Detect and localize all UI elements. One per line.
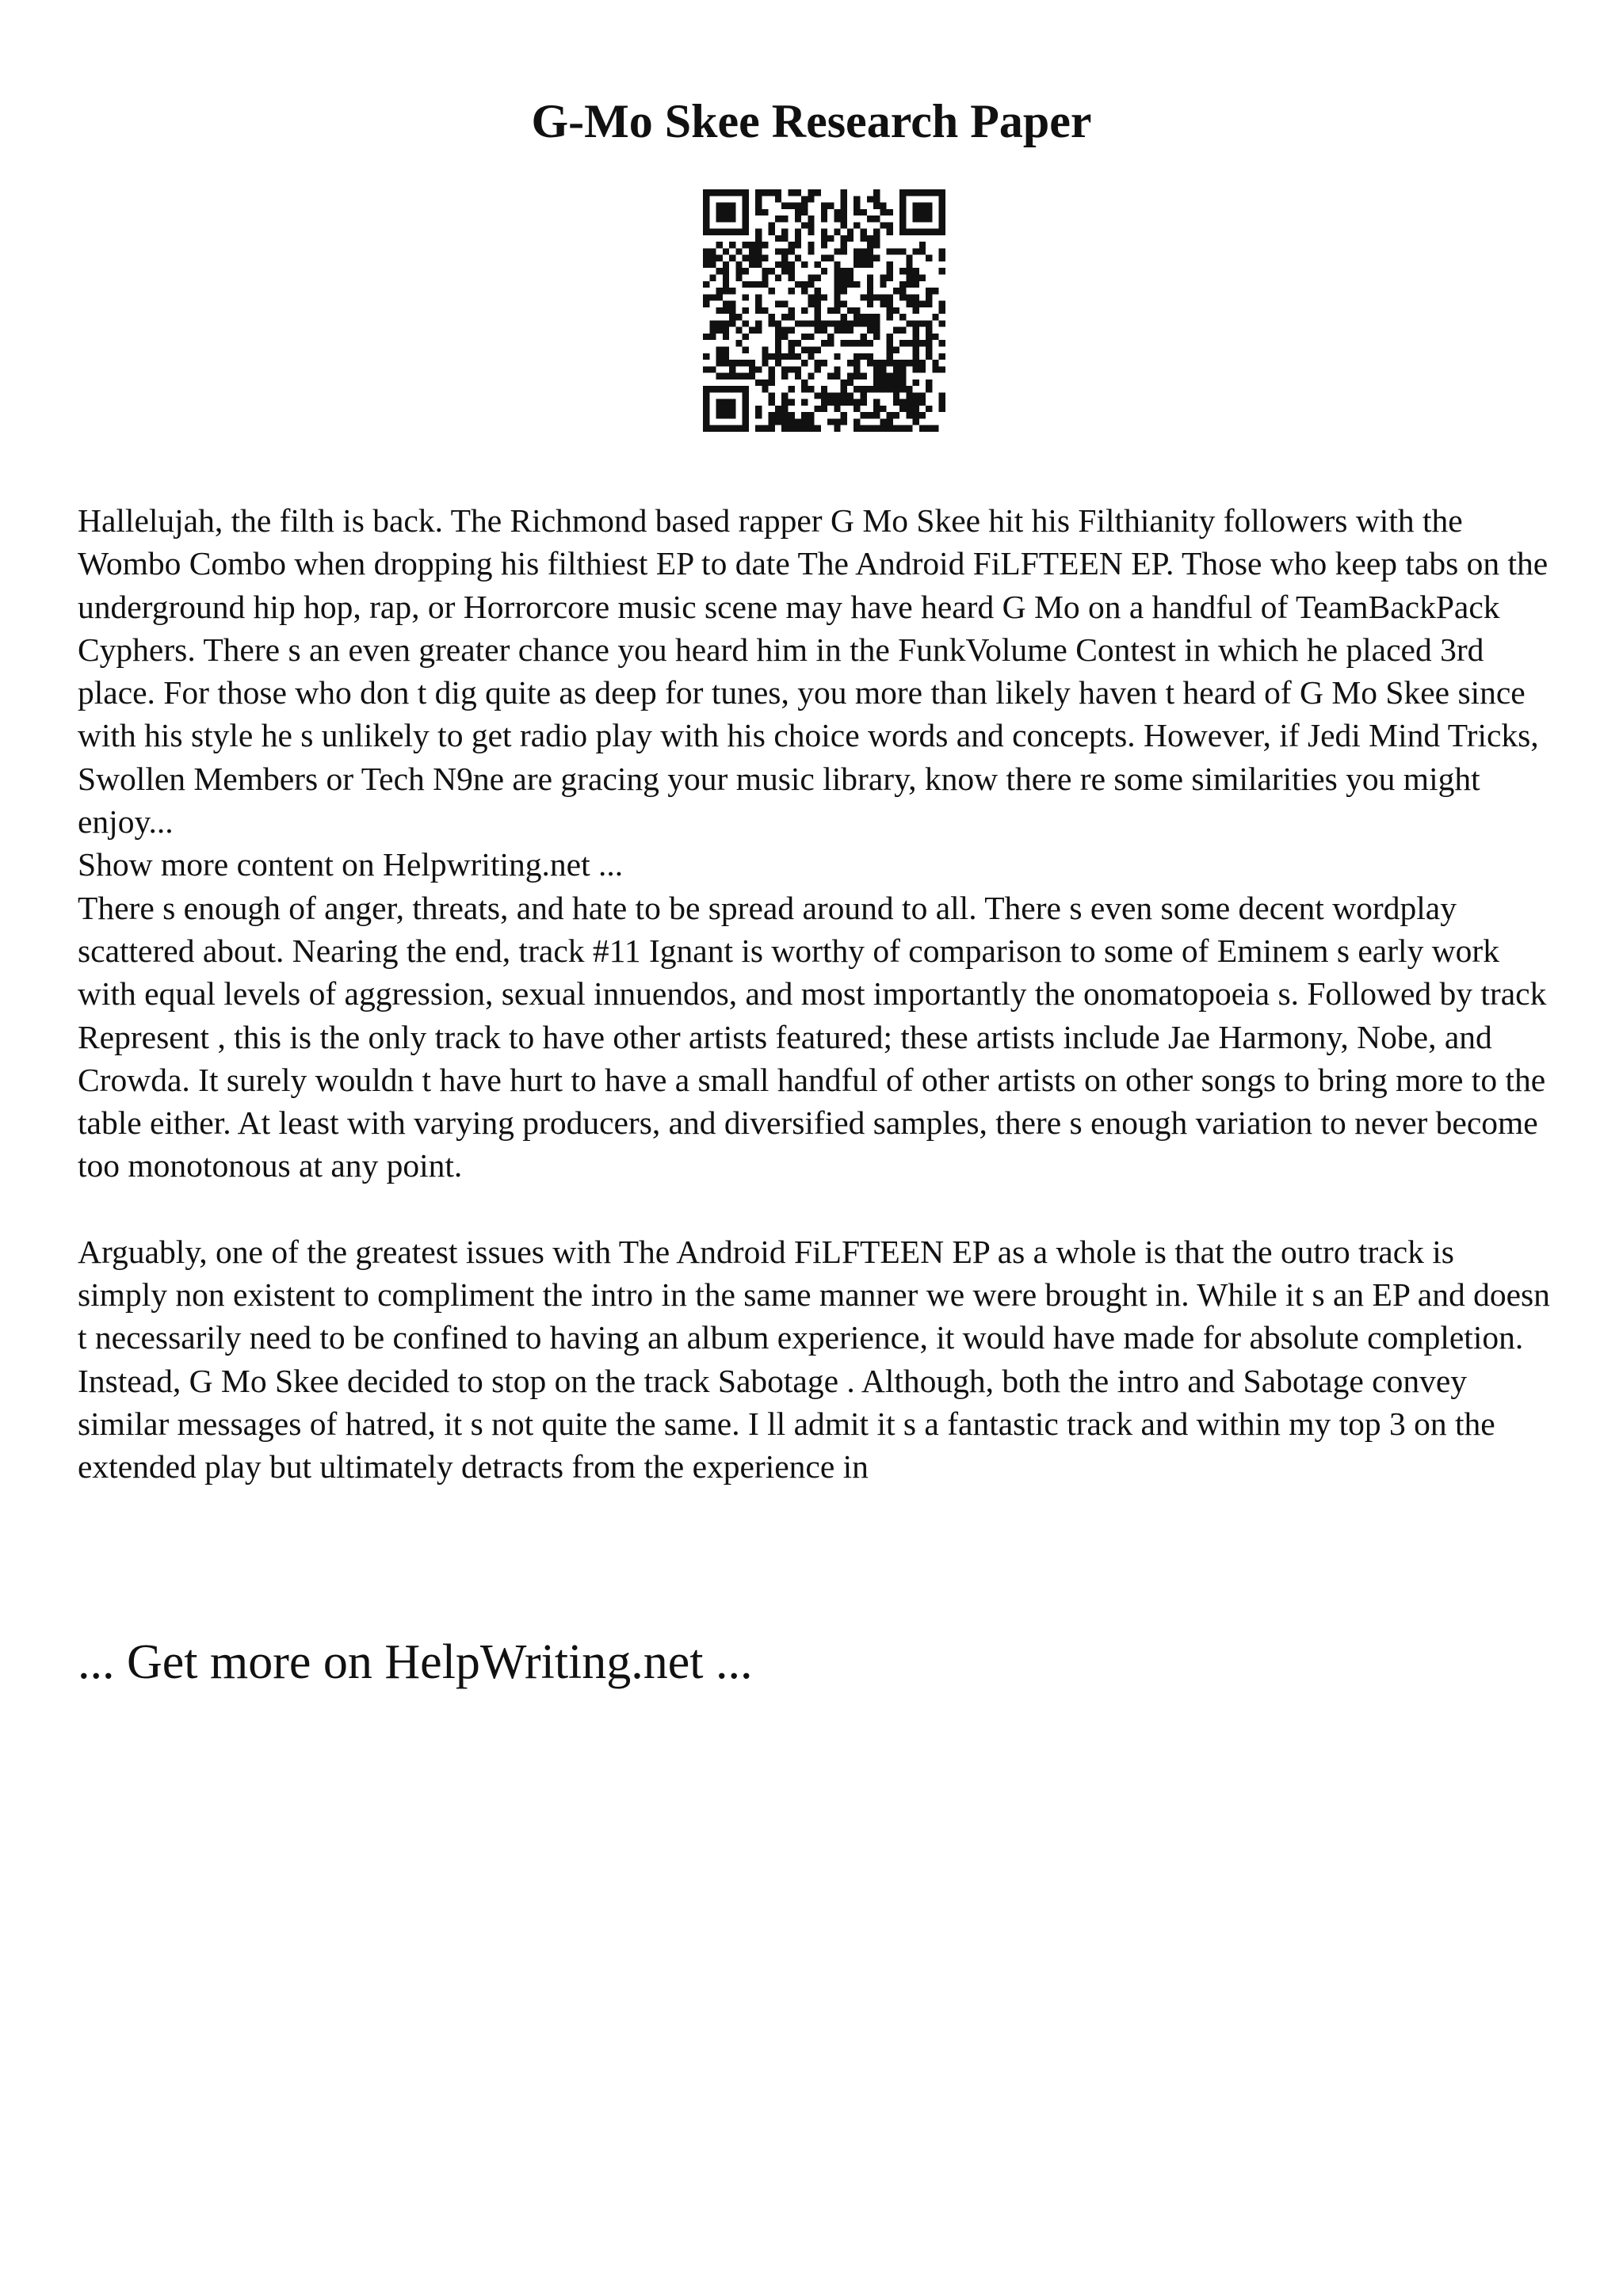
- show-more-link[interactable]: Show more content on Helpwriting.net ...: [78, 846, 624, 883]
- paragraph-spacer: [78, 1188, 1552, 1230]
- paragraph-tracks: There s enough of anger, threats, and hate to be spread around to all. There s even some decent wordplay scattered about. Nearing the end, track #11 Ignant is worthy of comparison to some of Eminem s early work with equal levels of aggression, sexual innuendos, and most importantly the onomatopoeia s. Followed by track Represent , this is the only track to have other artists featured; these artists include Jae Harmony, Nobe, and Crowda. It surely wouldn t have hurt to have a small handful of other artists on other songs to bring more to the table either. At least with varying producers, and diversified samples, there s enough variation to never become too monotonous at any point.: [78, 889, 1547, 1184]
- article-body: [78, 499, 1552, 1489]
- get-more-link[interactable]: ... Get more on HelpWriting.net ...: [78, 1635, 753, 1689]
- page-title: G-Mo Skee Research Paper: [531, 95, 1092, 147]
- paragraph-outro: Arguably, one of the greatest issues with The Android FiLFTEEN EP as a whole is that the outro track is simply non existent to compliment the intro in the same manner we were brought in. While it s an EP and doesn t necessarily need to be confined to having an album experience, it would have made for absolute completion. Instead, G Mo Skee decided to stop on the track Sabotage . Although, both the intro and Sabotage convey similar messages of hatred, it s not quite the same. I ll admit it s a fantastic track and within my top 3 on the extended play but ultimately detracts from the experience in: [78, 1233, 1550, 1486]
- paragraph-intro: Hallelujah, the filth is back. The Richmond based rapper G Mo Skee hit his Filthianity followers with the Wombo Combo when dropping his filthiest EP to date The Android FiLFTEEN EP. Those who keep tabs on the underground hip hop, rap, or Horrorcore music scene may have heard G Mo on a handful of TeamBackPack Cyphers. There s an even greater chance you heard him in the FunkVolume Contest in which he placed 3rd place. For those who don t dig quite as deep for tunes, you more than likely haven t heard of G Mo Skee since with his style he s unlikely to get radio play with his choice words and concepts. However, if Jedi Mind Tricks, Swollen Members or Tech N9ne are gracing your music library, know there re some similarities you might enjoy...: [78, 502, 1549, 841]
- qr-code-icon: [703, 189, 945, 432]
